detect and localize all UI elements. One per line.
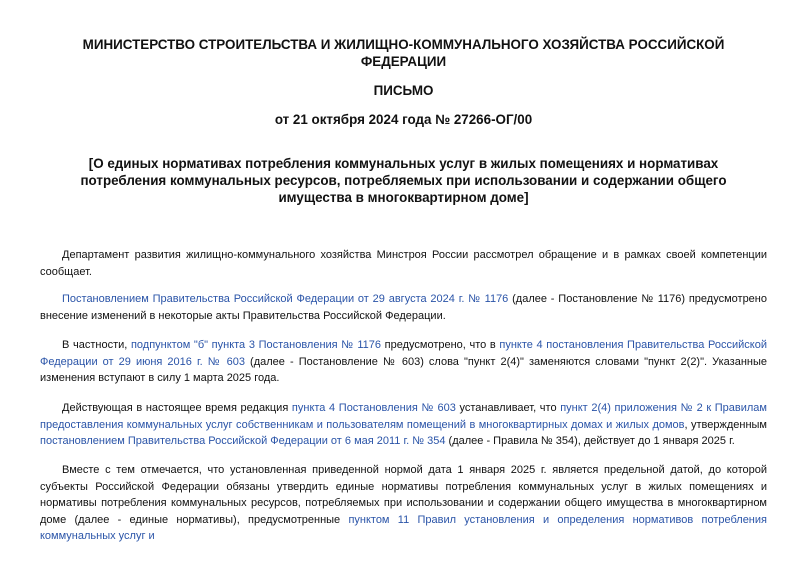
paragraph-2-text: (далее - Постановление № 1176) предусмотрено внесение изменений в некоторые акты Правительства Российской Федерации.	[40, 293, 767, 322]
document-type: ПИСЬМО	[373, 83, 434, 98]
paragraph-4	[40, 400, 767, 450]
paragraph-4-text-2: устанавливает, что	[455, 402, 561, 414]
link-resolution-354[interactable]: постановлением Правительства Российской Федерации от 6 мая 2011 г. № 354	[40, 435, 446, 448]
paragraph-2	[40, 291, 767, 324]
link-clause-4-603[interactable]: пункта 4 Постановления № 603	[291, 402, 456, 414]
paragraph-5	[40, 462, 767, 545]
document-title: [О единых нормативах потребления коммунальных услуг в жилых помещениях и нормативах потребления коммунальных ресурсов, потребляемых при использовании и содержании общего имущества в многоквартирном доме]	[80, 156, 727, 205]
link-clause-11-rules[interactable]: пунктом 11 Правил установления и определения нормативов потребления коммунальных услуг и	[40, 513, 767, 543]
document-date-number: от 21 октября 2024 года № 27266-ОГ/00	[274, 112, 533, 127]
paragraph-5-text-1: Вместе с тем отмечается, что установленная приведенной нормой дата 1 января 2025 г. является предельной датой, до которой субъекты Российской Федерации обязаны утвердить единые нормативы потребления коммунальных услуг в жилых помещениях и нормативы потребления коммунальных ресурсов, потребляемых при использовании и содержании общего имущества в многоквартирном доме (далее - единые нормативы), предусмотренные	[40, 464, 767, 526]
paragraph-4-text-4: (далее - Правила № 354), действует до 1 января 2025 г.	[445, 435, 735, 448]
link-resolution-1176[interactable]: Постановлением Правительства Российской Федерации от 29 августа 2024 г. № 1176	[62, 293, 509, 305]
link-subclause-b-1176[interactable]: подпунктом "б" пункта 3 Постановления № 1176	[130, 339, 381, 351]
paragraph-3	[40, 337, 767, 387]
paragraph-4-text-1: Действующая в настоящее время редакция	[62, 402, 292, 414]
ministry-heading: МИНИСТЕРСТВО СТРОИТЕЛЬСТВА И ЖИЛИЩНО-КОММУНАЛЬНОГО ХОЗЯЙСТВА РОССИЙСКОЙ ФЕДЕРАЦИИ	[82, 37, 725, 69]
paragraph-4-text-3: , утвержденным	[684, 418, 767, 431]
paragraph-3-text-1: В частности,	[62, 339, 131, 351]
paragraph-3-text-3: (далее - Постановление № 603) слова "пункт 2(4)" заменяются словами "пункт 2(2)". Указанные изменения вступают в силу 1 марта 2025 года.	[40, 355, 767, 385]
paragraph-1: Департамент развития жилищно-коммунального хозяйства Минстроя России рассмотрел обращение и в рамках своей компетенции сообщает.	[40, 249, 767, 278]
link-resolution-603[interactable]: пункте 4 постановления Правительства Российской Федерации от 29 июня 2016 г. № 603	[40, 339, 767, 368]
paragraph-3-text-2: предусмотрено, что в	[380, 339, 500, 351]
link-appendix-2-rules[interactable]: пункт 2(4) приложения № 2 к Правилам предоставления коммунальных услуг собственникам и пользователям помещений в многоквартирных домах и жилых домов	[40, 402, 767, 431]
